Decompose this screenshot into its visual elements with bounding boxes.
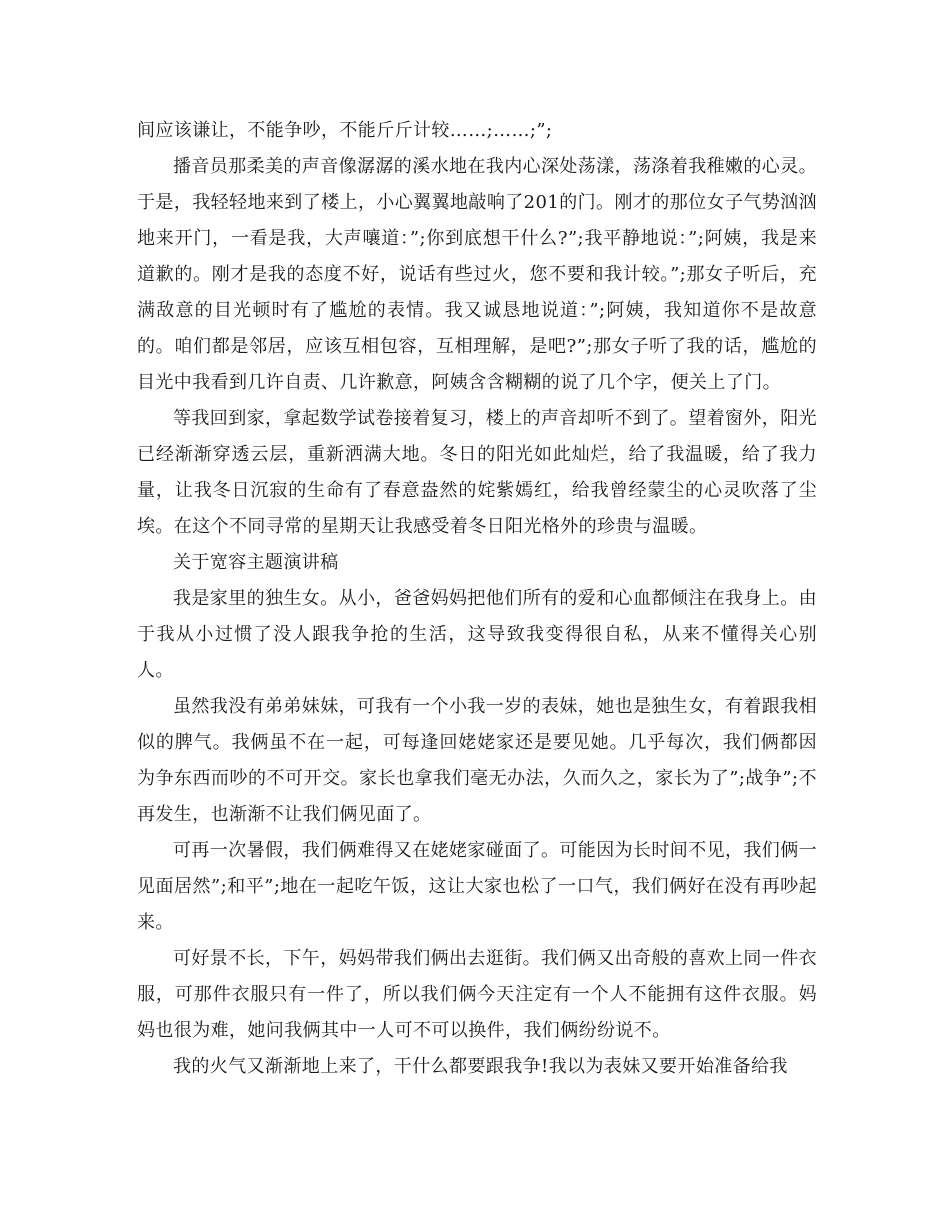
paragraph-winter-sunshine: 等我回到家，拿起数学试卷接着复习，楼上的声音却听不到了。望着窗外，阳光已经渐渐穿透云层，重新洒满大地。冬日的阳光如此灿烂，给了我温暖，给了我力量，让我冬日沉寂的生命有了春意盎然的姹紫嫣红，给我曾经蒙尘的心灵吹落了尘埃。在这个不同寻常的星期天让我感受着冬日阳光格外的珍贵与温暖。: [137, 408, 817, 537]
document-body: [137, 113, 817, 1085]
paragraph-only-child: 我是家里的独生女。从小，爸爸妈妈把他们所有的爱和心血都倾注在我身上。由于我从小过惯了没人跟我争抢的生活，这导致我变得很自私，从来不懂得关心别人。: [137, 588, 817, 681]
section-title: 关于宽容主题演讲稿: [173, 552, 339, 573]
paragraph-cousin: 虽然我没有弟弟妹妹，可我有一个小我一岁的表妹，她也是独生女，有着跟我相似的脾气。我俩虽不在一起，可每逢回姥姥家还是要见她。几乎每次，我们俩都因为争东西而吵的不可开交。家长也拿我们毫无办法，久而久之，家长为了”;战争”;不再发生，也渐渐不让我们俩见面了。: [137, 696, 817, 825]
paragraph-shopping: 可好景不长，下午，妈妈带我们俩出去逛街。我们俩又出奇般的喜欢上同一件衣服，可那件衣服只有一件了，所以我们俩今天注定有一个人不能拥有这件衣服。妈妈也很为难，她问我俩其中一人可不可以换件，我们俩纷纷说不。: [137, 948, 817, 1041]
paragraph-summer-reunion: 可再一次暑假，我们俩难得又在姥姥家碰面了。可能因为长时间不见，我们俩一见面居然”;和平”;地在一起吃午饭，这让大家也松了一口气，我们俩好在没有再吵起来。: [137, 840, 817, 933]
paragraph-temper: 我的火气又渐渐地上来了，干什么都要跟我争!我以为表妹又要开始准备给我: [173, 1056, 788, 1077]
paragraph-continuation: 间应该谦让，不能争吵，不能斤斤计较……;……;”;: [137, 120, 553, 141]
paragraph-broadcaster-apology: 播音员那柔美的声音像潺潺的溪水地在我内心深处荡漾，荡涤着我稚嫩的心灵。于是，我轻轻地来到了楼上，小心翼翼地敲响了201的门。刚才的那位女子气势汹汹地来开门，一看是我，大声嚷道：”;你到底想干什么?”;我平静地说：”;阿姨，我是来道歉的。刚才是我的态度不好，说话有些过火，您不要和我计较。”;那女子听后，充满敌意的目光顿时有了尴尬的表情。我又诚恳地说道：”;阿姨，我知道你不是故意的。咱们都是邻居，应该互相包容，互相理解，是吧?”;那女子听了我的话，尴尬的目光中我看到几许自责、几许歉意，阿姨含含糊糊的说了几个字，便关上了门。: [137, 156, 817, 393]
